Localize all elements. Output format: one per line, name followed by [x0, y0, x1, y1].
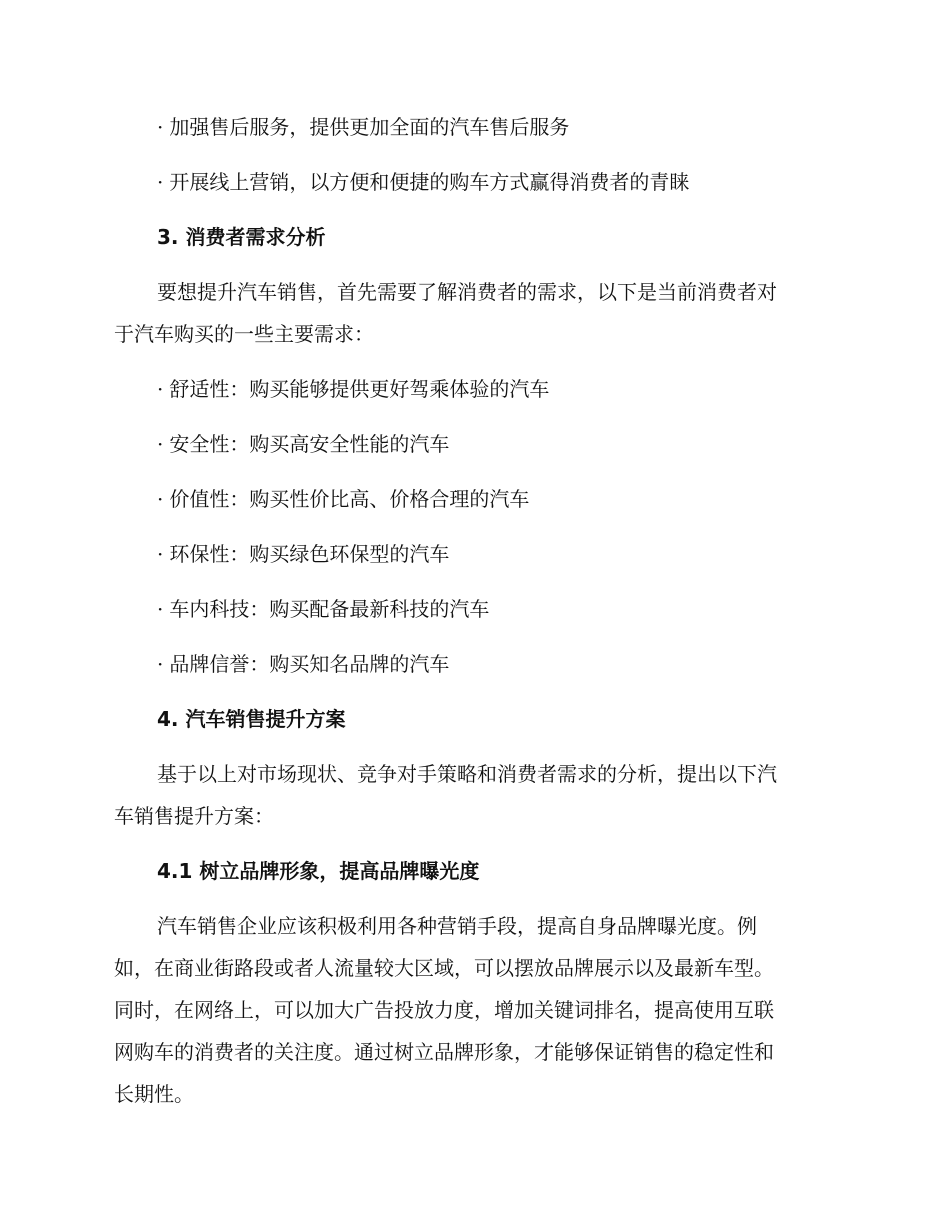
section-3-paragraph-line-2: 于汽车购买的一些主要需求：: [114, 322, 374, 346]
bullet-dot: ·: [157, 597, 164, 621]
bullet-item: [157, 540, 950, 568]
bullet-dot: ·: [157, 652, 164, 676]
section-4-paragraph-line-1: 基于以上对市场现状、竞争对手策略和消费者需求的分析，提出以下汽: [157, 762, 777, 786]
bullet-item: [157, 168, 950, 196]
bullet-dot: ·: [157, 542, 164, 566]
bullet-dot: ·: [157, 377, 164, 401]
bullet-text: 舒适性：购买能够提供更好驾乘体验的汽车: [169, 377, 550, 401]
bullet-item: [157, 375, 950, 403]
bullet-text: 环保性：购买绿色环保型的汽车: [169, 542, 450, 566]
bullet-text: 品牌信誉：购买知名品牌的汽车: [169, 652, 450, 676]
section-4-1-paragraph-line-5: 长期性。: [114, 1082, 194, 1106]
section-3-paragraph-line-1: 要想提升汽车销售，首先需要了解消费者的需求，以下是当前消费者对: [157, 280, 777, 304]
bullet-text: 开展线上营销，以方便和便捷的购车方式赢得消费者的青睐: [169, 170, 690, 194]
section-4-heading: 4. 汽车销售提升方案: [157, 707, 346, 731]
bullet-item: [157, 430, 950, 458]
bullet-text: 价值性：购买性价比高、价格合理的汽车: [169, 487, 530, 511]
bullet-text: 安全性：购买高安全性能的汽车: [169, 432, 450, 456]
bullet-item: [157, 485, 950, 513]
bullet-item: [157, 113, 950, 141]
section-4-1-paragraph-line-2: 如，在商业街路段或者人流量较大区域，可以摆放品牌展示以及最新车型。: [114, 956, 774, 980]
bullet-text: 车内科技：购买配备最新科技的汽车: [169, 597, 490, 621]
bullet-dot: ·: [157, 432, 164, 456]
bullet-item: [157, 595, 950, 623]
bullet-text: 加强售后服务，提供更加全面的汽车售后服务: [169, 115, 570, 139]
section-4-1-paragraph-line-3: 同时，在网络上，可以加大广告投放力度，增加关键词排名，提高使用互联: [114, 998, 774, 1022]
section-3-heading: 3. 消费者需求分析: [157, 225, 326, 249]
section-4-1-paragraph-line-4: 网购车的消费者的关注度。通过树立品牌形象，才能够保证销售的稳定性和: [114, 1040, 774, 1064]
section-4-1-paragraph-line-1: 汽车销售企业应该积极利用各种营销手段，提高自身品牌曝光度。例: [157, 914, 757, 938]
bullet-item: [157, 650, 950, 678]
bullet-dot: ·: [157, 115, 164, 139]
bullet-dot: ·: [157, 170, 164, 194]
bullet-dot: ·: [157, 487, 164, 511]
section-4-paragraph-line-2: 车销售提升方案：: [114, 804, 274, 828]
section-4-1-heading: 4.1 树立品牌形象，提高品牌曝光度: [157, 859, 480, 883]
